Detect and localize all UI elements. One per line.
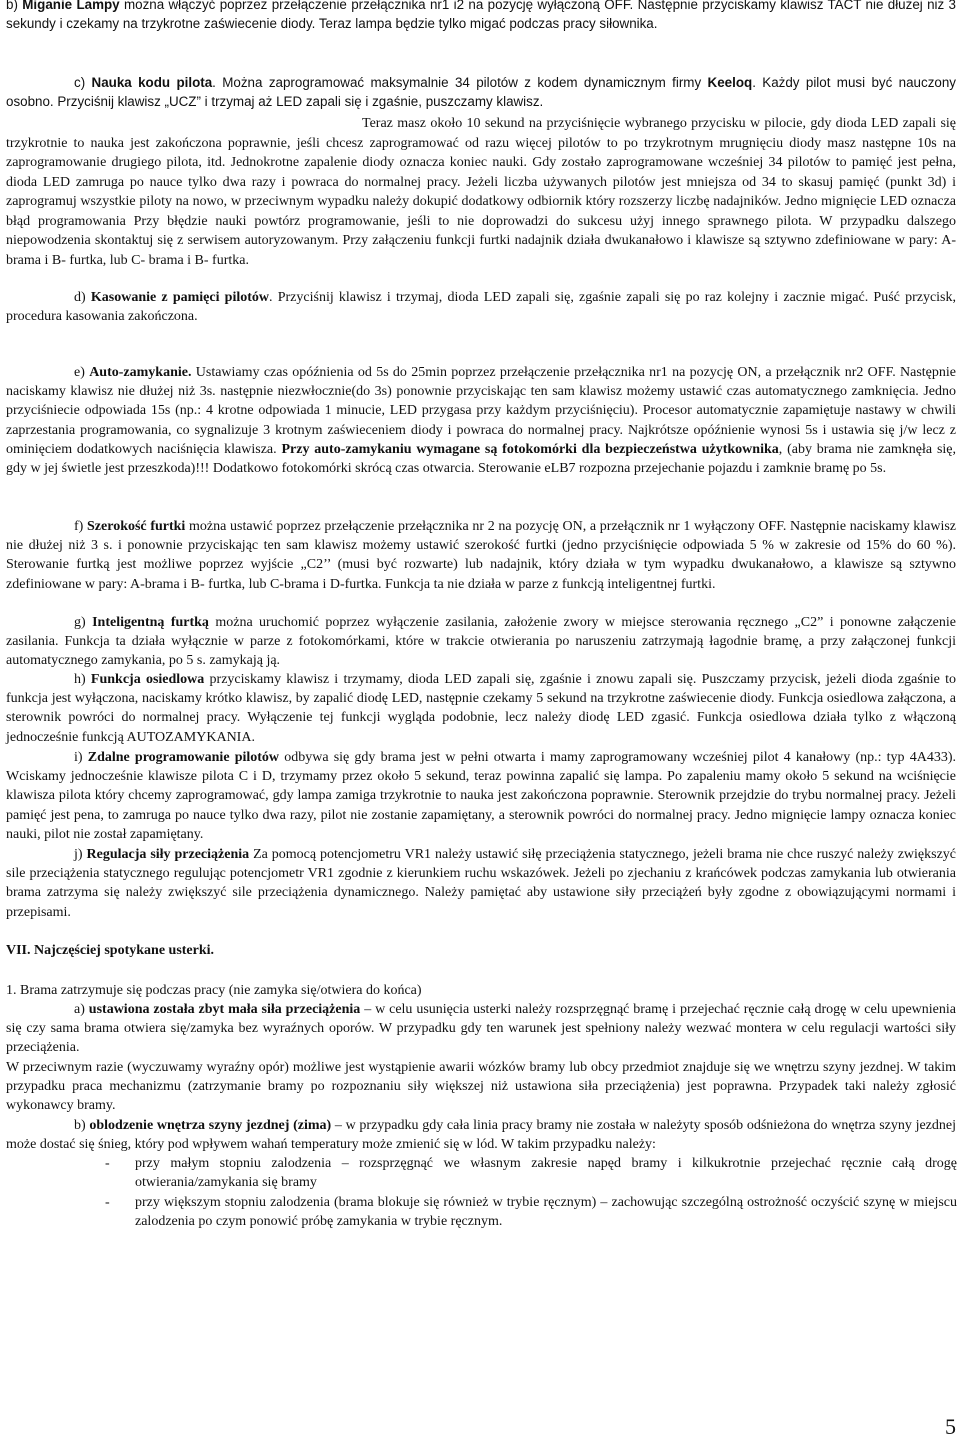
fault-b xyxy=(6,1116,956,1154)
item-label: a) xyxy=(74,1002,85,1017)
item-title: Miganie Lampy xyxy=(22,0,120,12)
item-text: Za pomocą potencjometru VR1 należy ustawić siłę przeciążenia statycznego, jeżeli brama nie chce ruszyć należy zwiększyć sile przeciążenia statycznego regulując potencjometr VR1 zgodnie z kierunkiem ruchu wskazówek. Jeżeli po zjechaniu z krańcówek podczas zamykania lub otwierania brama zatrzyma się należy zwiększyć sile przeciążenia dynamicznego. Należy pamiętać aby ustawione siły przeciążeń były zgodne z obowiązującymi normami i przepisami. xyxy=(6,847,957,920)
item-label: f) xyxy=(74,519,84,534)
item-label: c) xyxy=(74,75,86,90)
item-text: . Można zaprogramować maksymalnie 34 pilotów z kodem dynamicznym firmy xyxy=(212,75,708,90)
item-title: Nauka kodu pilota xyxy=(91,75,213,90)
fault-item-1: 1. Brama zatrzymuje się podczas pracy (nie zamyka się/otwiera do końca) xyxy=(6,983,422,998)
paragraph-c xyxy=(6,73,956,111)
item-label: b) xyxy=(6,0,18,12)
item-title: Funkcja osiedlowa xyxy=(90,672,205,687)
item-text: można włączyć poprzez przełączenie przełącznika nr1 i2 na pozycję wyłączoną OFF. Następnie przyciskamy klawisz TACT nie dłużej niż 3 sekundy i czekamy na trzykrotne zaświecenie diody. Teraz lampa będzie tylko migać podczas pracy siłownika. xyxy=(6,0,956,32)
item-label: g) xyxy=(74,615,86,630)
paragraph-g xyxy=(6,613,956,671)
page-number: 5 xyxy=(945,1414,956,1439)
item-text: . Każdy pilot musi być nauczony osobno. Przyciśnij klawisz „UCZ” i trzymaj aż LED zapali się i zgaśnie, puszczamy klawisz. xyxy=(6,75,956,110)
bullet-item-1 xyxy=(105,1154,957,1192)
item-text: Ustawiamy czas opóźnienia od 5s do 25min poprzez przełączenie przełącznika nr1 na pozycję ON, a przełącznik nr2 OFF. Następnie naciskamy klawisz nie dłużej niż 3s. następnie niezwłocznie(do 3s) ponownie przyciskając ten sam klawisz możemy ustawić czas automatycznego zamknięcia. Jedno przyciśniecie odpowiada 15s (np.: 4 krotne odpowiada 1 minucie, LED przygasa przy każdym przyciśnięciu). Procesor automatycznie zapamiętuje nastawy w chwili zaprzestania programowania, co sygnalizuje 3 krotnym zaświeceniem diody i powraca do normalnej pracy. Najkrótsze opóźnienie wynosi 5s i ustawia się j/w lecz z ominięciem dodatkowych naciśnięcia klawisza. xyxy=(6,365,957,457)
item-text: można uruchomić poprzez wyłączenie zasilania, założenie zwory w miejsce sterowania ręcznego „C2” i ponowne załączenie zasilania. Funkcja ta działa wyłącznie w parze z fotokomórkami, które w trakcie otwierania po naruszeniu zatrzymają łagodnie bramę, a przy załączonej funkcji automatycznego zamykania, po 5 s. zamykają ją. xyxy=(6,615,957,669)
item-label: d) xyxy=(74,290,86,305)
item-text: – w przypadku gdy cała linia pracy bramy nie została w należyty sposób odśnieżona do wnętrza szyny jezdnej może dostać się śnieg, który pod wpływem wahań temperatury może zmienić się w lód. W takim przypadku należy: xyxy=(6,1118,956,1153)
item-label: b) xyxy=(74,1118,86,1133)
warning-text: Przy auto-zamykaniu wymagane są fotokomórki dla bezpieczeństwa użytkownika xyxy=(281,441,779,457)
item-text: odbywa się gdy brama jest w pełni otwarta i mamy zaprogramowany wcześniej pilot 4 kanałowy (np.: typ 4A433). Wciskamy jednocześnie klawisze pilota C i D, trzymamy przez około 5 sekund, teraz powinna zapalić się lampa. Po zapaleniu mamy około 5 sekund na wciśnięcie klawisza pilota który chcemy zaprogramować, gdy lampa zamiga trzykrotnie to nauka jest zakończona poprawnie. Sterownik przejdzie do trybu normalnej pracy. Jeżeli pamięć jest pena, to zamruga po nauce tylko dwa razy, pilot nie zostanie zapamiętany, a sterownik powróci do normalnej pracy. Jedno mignięcie lampy oznacza koniec nauki, pilot nie został zapamiętany. xyxy=(6,750,956,842)
paragraph-i xyxy=(6,748,956,844)
paragraph-j xyxy=(6,845,956,922)
item-text: . Przyciśnij klawisz i trzymaj, dioda LED zapali się, zgaśnie zapali się po raz kolejny i zacznie migać. Puść przycisk, procedura kasowania zakończona. xyxy=(6,290,957,325)
bullet-dash: - xyxy=(105,1195,110,1210)
bullet-dash: - xyxy=(105,1156,110,1171)
item-title: Auto-zamykanie. xyxy=(89,365,192,380)
item-label: h) xyxy=(74,672,86,687)
fault-a-continued: W przeciwnym razie (wyczuwamy wyraźny opór) możliwe jest wystąpienie awarii wózków bramy lub obcy przedmiot znajduje się we wnętrzu szyny jezdnej. W takim przypadku praca mechanizmu (zatrzymanie bramy po rozpoznaniu siły większej niż ustawiona siła przeciążenia) jest poprawna. Przypadek taki należy zgłosić wykonawcy bramy. xyxy=(6,1060,956,1114)
section-heading: VII. Najczęściej spotykane usterki. xyxy=(6,943,215,958)
item-title: ustawiona została zbyt mała siła przeciążenia xyxy=(88,1002,361,1017)
item-label: j) xyxy=(74,847,83,862)
bullet-text: przy większym stopniu zalodzenia (brama blokuje się również w trybie ręcznym) – zachowując szczególną ostrożność oczyścić szynę w miejscu zalodzenia po czym ponowić próbę zamykania w trybie ręcznym. xyxy=(135,1195,957,1230)
paragraph-b xyxy=(6,0,956,33)
item-text: – w celu usunięcia usterki należy rozsprzęgnąć bramę i przejechać ręcznie całą drogę w celu upewnienia się czy sama brama otwiera się/zamyka bez wyraźnych oporów. W przypadku gdy ten warunek jest spełniony należy wezwać montera w celu regulacji wartości siły przeciążenia. xyxy=(6,1002,956,1056)
item-label: e) xyxy=(74,365,85,380)
item-text: , (aby brama nie zamknęła się, gdy w jej świetle jest przeszkoda)!!! Dodatkowo fotokomórki skrócą czas otwarcia. Sterowanie eLB7 rozpozna przejechanie pojazdu i zamknie bramę po 5s. xyxy=(6,441,956,477)
paragraph-f xyxy=(6,517,956,594)
item-text: Teraz masz około 10 sekund na przyciśnięcie wybranego przycisku w pilocie, gdy dioda LED zapali się trzykrotnie to nauka jest zakończona poprawnie, jeśli chcesz zaprogramować od razu więcej pilotów to po trzykrotnym mrugnięciu diody masz następne 10s na zaprogramowanie drugiego pilota, itd. Jednokrotne zapalenie diody oznacza koniec nauki. Gdy zostało zaprogramowane wcześniej 34 pilotów to pamięć jest pełna, dioda LED zamruga po nauce tylko dwa razy i powraca do normalnej pracy. Jeżeli liczba używanych pilotów jest mniejsza od 34 to skasuj pamięć (punkt 3d) i zaprogramuj wszystkie piloty na nowo, w przeciwnym wypadku należy dokupić dodatkowy odbiornik który rozszerzy liczbę nadajników. Jedno mignięcie LED oznacza błąd programowania Przy błędzie nauki powtórz programowanie, jeśli to nie doprowadzi do sukcesu użyj innego sprawnego pilota. W przypadku dalszego niepowodzenia skontaktuj się z serwisem autoryzowanym. Przy załączeniu funkcji furtki nadajnik działa dwukanałowo i klawisze są sztywno zdefiniowane w pary: A-brama i B- furtka, lub C- brama i B- furtka. xyxy=(6,116,956,268)
fault-a xyxy=(6,1000,956,1058)
bullet-item-2 xyxy=(105,1193,957,1231)
paragraph-d xyxy=(6,288,956,326)
item-title: oblodzenie wnętrza szyny jezdnej (zima) xyxy=(89,1118,332,1133)
item-label: i) xyxy=(74,750,83,765)
paragraph-c-continued xyxy=(6,114,956,270)
item-text: przyciskamy klawisz i trzymamy, dioda LED zapali się, zgaśnie i znowu zapali się. Puszczamy przycisk, jeżeli dioda zgaśnie to funkcja jest wyłączona, naciskamy krótko klawisz, by zapalić diodę LED, następnie czekamy 5 sekund na trzykrotne zaświecenie diody. Funkcja osiedlowa załączona, a sterownik powróci do normalnej pracy. Wyłączenie tej funkcji wygląda podobnie, lecz należy diodę LED zgasić. Funkcja osiedlowa działa tylko z włączoną jednocześnie funkcją AUTOZAMYKANIA. xyxy=(6,672,957,745)
item-title: Kasowanie z pamięci pilotów xyxy=(90,290,270,305)
item-title: Zdalne programowanie pilotów xyxy=(87,750,280,765)
item-title: Szerokość furtki xyxy=(87,519,186,534)
bullet-text: przy małym stopniu zalodzenia – rozsprzęgnąć we własnym zakresie napęd bramy i kilkukrotnie przejechać ręcznie całą drogę otwierania/zamykania się bramy xyxy=(135,1156,957,1191)
item-title: Inteligentną furtką xyxy=(92,615,209,630)
item-title: Regulacja siły przeciążenia xyxy=(86,847,250,862)
keeloq-brand: Keeloq xyxy=(707,75,753,90)
item-text: można ustawić poprzez przełączenie przełącznika nr 2 na pozycję ON, a przełącznik nr 1 wyłączony OFF. Następnie naciskamy klawisz nie dłużej niż 3 s. i ponownie przyciskając ten sam klawisz możemy ustawić szerokość furtki (jedno przyciśnięcie odpowiada 5 % w zakresie od 15% do 60 %). Sterowanie furtką jest możliwe poprzez wyjście „C2’’ (musi być rozwarte) lub nadajnik, który działa w tym wypadku dwukanałowo, a klawisze są sztywno zdefiniowane w pary: A-brama i B- furtka, lub C-brama i D-furtka. Funkcja ta nie działa w parze z funkcją inteligentnej furtki. xyxy=(6,519,957,592)
paragraph-h xyxy=(6,670,956,747)
paragraph-e xyxy=(6,363,956,478)
